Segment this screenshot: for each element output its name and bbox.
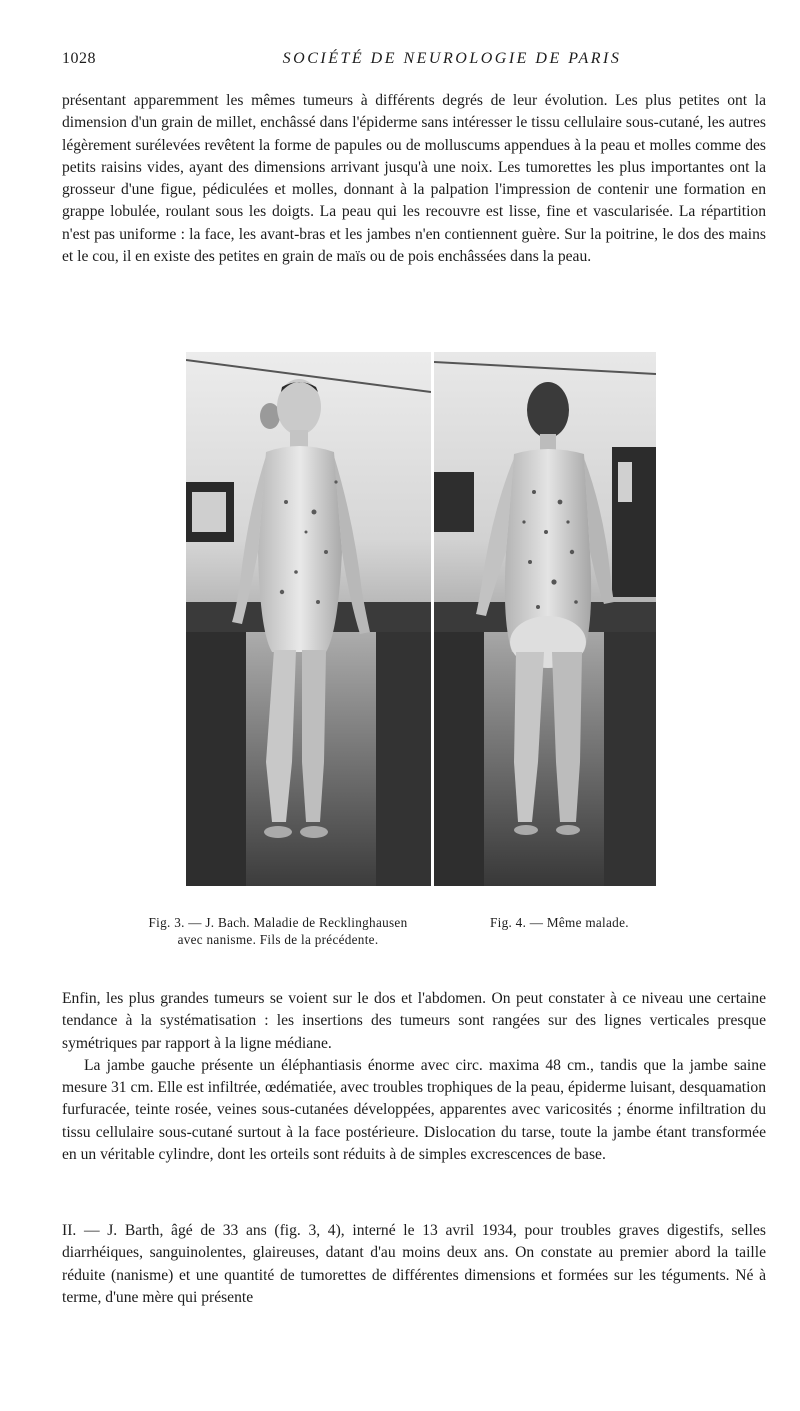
figure-pair: [186, 352, 656, 886]
paragraph-tumors-description: présentant apparemment les mêmes tumeurs à différents degrés de leur évolution. Les plus petites ont la dimension d'un grain de millet, enchâssé dans l'épiderme sans intéresser le tissu cellulaire sous-cutané, les autres légèrement surélevées revêtent la forme de papules ou de molluscums appendues à la peau et molles comme des petits raisins vides, ayant des dimensions arrivant jusqu'à une noix. Les tumorettes les plus importantes ont la grosseur d'une figue, pédiculées et molles, donnant à la palpation l'impression de contenir une formation en grappe lobulée, roulant sous les doigts. La peau qui les recouvre est lisse, fine et vascularisée. La répartition n'est pas uniforme : la face, les avant-bras et les jambes n'en contiennent guère. Sur la poitrine, le dos des mains et le cou, il en existe des petites en grain de maïs ou de pois enchâssées dans la peau.: [62, 92, 766, 266]
running-head: [62, 50, 762, 72]
paragraph-large-tumors-text: Enfin, les plus grandes tumeurs se voient sur le dos et l'abdomen. On peut constater à ce niveau une certaine tendance à la systématisation : les insertions des tumeurs sont rangées sur des lignes verticales presque symétriques par rapport à la ligne médiane.: [62, 990, 766, 1052]
page-number: 1028: [62, 50, 96, 67]
paragraph-large-tumors: [62, 988, 766, 1166]
journal-title: SOCIÉTÉ DE NEUROLOGIE DE PARIS: [282, 50, 622, 67]
figure-4-photo: [434, 352, 656, 886]
figure-3-caption-line2: avec nanisme. Fils de la précédente.: [177, 932, 379, 947]
figure-4-caption: Fig. 4. — Même malade.: [490, 915, 629, 930]
figure-4-image: [434, 352, 656, 886]
paragraph-case-two: II. — J. Barth, âgé de 33 ans (fig. 3, 4), interné le 13 avril 1934, pour troubles graves digestifs, selles diarrhéiques, sanguinolentes, glaireuses, datant d'au moins deux ans. On constate au premier abord la taille réduite (nanisme) et une quantité de tumorettes de différentes dimensions et formées sur les téguments. Né à terme, d'une mère qui présente: [62, 1222, 766, 1306]
paragraph-left-leg: La jambe gauche présente un éléphantiasis énorme avec circ. maxima 48 cm., tandis que la jambe saine mesure 31 cm. Elle est infiltrée, œdématiée, avec troubles trophiques de la peau, épiderme luisant, desquamation furfuracée, teinte rosée, veines sous-cutanées développées, apparentes avec varicosités ; énorme infiltration du tissu cellulaire sous-cutané surtout à la face postérieure. Dislocation du tarse, toute la jambe étant transformée en un véritable cylindre, dont les orteils sont réduits à de simples excrescences de base.: [62, 1056, 766, 1164]
figure-3-photo: [186, 352, 431, 886]
figure-3-caption-line1: Fig. 3. — J. Bach. Maladie de Recklinghausen: [148, 915, 408, 930]
figure-3-caption: [88, 914, 468, 948]
figure-3-image: [186, 352, 431, 886]
